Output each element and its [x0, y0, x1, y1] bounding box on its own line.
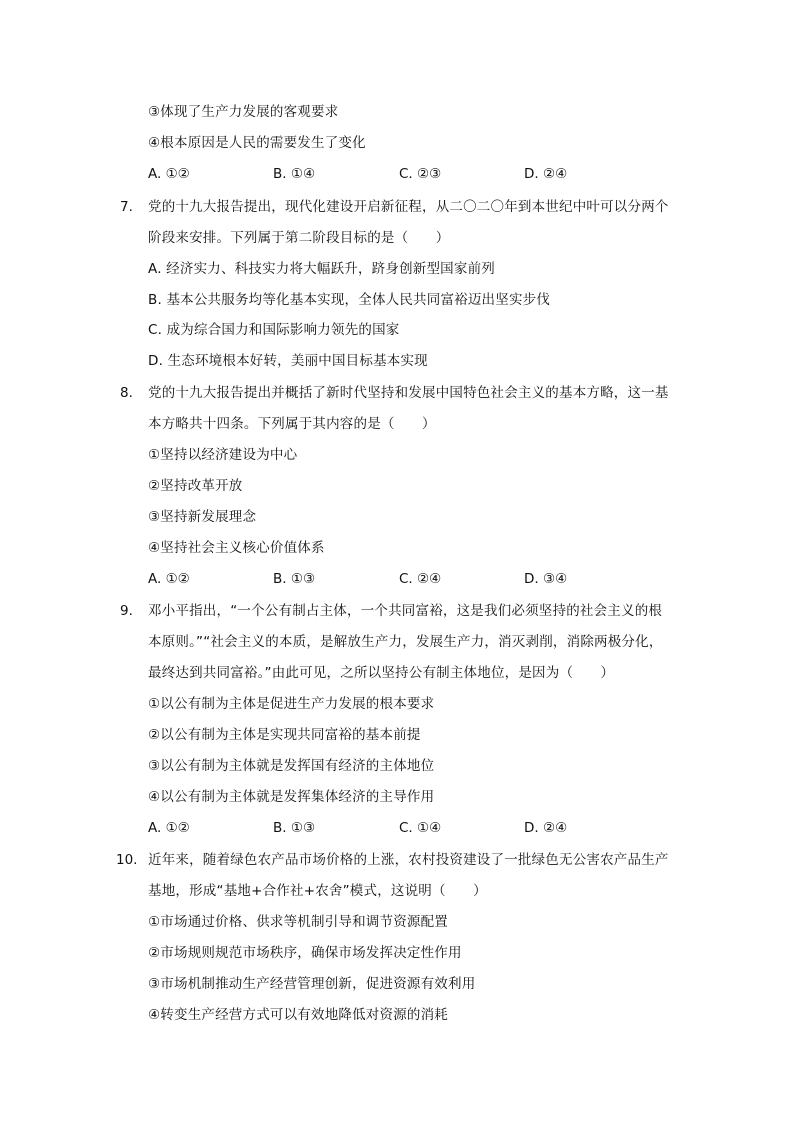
q7-choice-d[interactable]: D. 生态环境根本好转，美丽中国目标基本实现 [148, 353, 428, 369]
q6-choice-c[interactable]: C. ②③ [399, 166, 442, 182]
q9-choice-c[interactable]: C. ①④ [399, 820, 442, 836]
q7-choice-b[interactable]: B. 基本公共服务均等化基本实现，全体人民共同富裕迈出坚实步伐 [148, 292, 551, 308]
q10-number: 10. [116, 852, 138, 868]
q7-choice-c[interactable]: C. 成为综合国力和国际影响力领先的国家 [148, 322, 400, 338]
q10-stem-line-2: 基地，形成“基地+合作社+农舍”模式，这说明（ ） [148, 883, 487, 899]
q10-item-3: ③市场机制推动生产经营管理创新，促进资源有效利用 [148, 976, 476, 992]
q8-item-2: ②坚持改革开放 [148, 478, 243, 494]
q10-item-2: ②市场规则规范市场秩序，确保市场发挥决定性作用 [148, 945, 462, 961]
q9-stem-line-3: 最终达到共同富裕。”由此可见，之所以坚持公有制主体地位，是因为（ ） [148, 665, 615, 681]
q6-item-3: ③体现了生产力发展的客观要求 [148, 104, 339, 120]
q8-choice-d[interactable]: D. ③④ [524, 571, 568, 587]
q7-stem-line-2: 阶段来安排。下列属于第二阶段目标的是（ ） [148, 230, 450, 246]
q7-stem-line-1: 党的十九大报告提出，现代化建设开启新征程，从二〇二〇年到本世纪中叶可以分两个 [148, 199, 669, 215]
q8-item-4: ④坚持社会主义核心价值体系 [148, 540, 325, 556]
q9-number: 9. [120, 603, 133, 619]
q9-item-4: ④以公有制为主体就是发挥集体经济的主导作用 [148, 789, 435, 805]
q7-number: 7. [120, 199, 133, 215]
q8-item-1: ①坚持以经济建设为中心 [148, 447, 298, 463]
q9-stem-line-2: 本原则。”“社会主义的本质，是解放生产力，发展生产力，消灭剥削，消除两极分化， [148, 634, 663, 650]
q7-choice-a[interactable]: A. 经济实力、科技实力将大幅跃升，跻身创新型国家前列 [148, 261, 495, 277]
q6-choice-a[interactable]: A. ①② [148, 166, 190, 182]
q6-choice-b[interactable]: B. ①④ [273, 166, 316, 182]
q8-stem-line-2: 本方略共十四条。下列属于其内容的是（ ） [148, 416, 436, 432]
q10-item-4: ④转变生产经营方式可以有效地降低对资源的消耗 [148, 1007, 449, 1023]
q10-stem-line-1: 近年来，随着绿色农产品市场价格的上涨，农村投资建设了一批绿色无公害农产品生产 [148, 852, 669, 868]
q9-item-3: ③以公有制为主体就是发挥国有经济的主体地位 [148, 758, 435, 774]
q9-choice-d[interactable]: D. ②④ [524, 820, 568, 836]
q9-choice-a[interactable]: A. ①② [148, 820, 190, 836]
q9-choice-b[interactable]: B. ①③ [273, 820, 316, 836]
q6-choice-d[interactable]: D. ②④ [524, 166, 568, 182]
q8-stem-line-1: 党的十九大报告提出并概括了新时代坚持和发展中国特色社会主义的基本方略，这一基 [148, 385, 669, 401]
q9-stem-line-1: 邓小平指出，“一个公有制占主体，一个共同富裕，这是我们必须坚持的社会主义的根 [148, 603, 663, 619]
q8-choice-a[interactable]: A. ①② [148, 571, 190, 587]
q9-item-2: ②以公有制为主体是实现共同富裕的基本前提 [148, 727, 421, 743]
q8-item-3: ③坚持新发展理念 [148, 509, 257, 525]
q8-number: 8. [120, 385, 133, 401]
q8-choice-c[interactable]: C. ②④ [399, 571, 442, 587]
q8-choice-b[interactable]: B. ①③ [273, 571, 316, 587]
q10-item-1: ①市场通过价格、供求等机制引导和调节资源配置 [148, 914, 449, 930]
q6-item-4: ④根本原因是人民的需要发生了变化 [148, 135, 366, 151]
q9-item-1: ①以公有制为主体是促进生产力发展的根本要求 [148, 696, 435, 712]
